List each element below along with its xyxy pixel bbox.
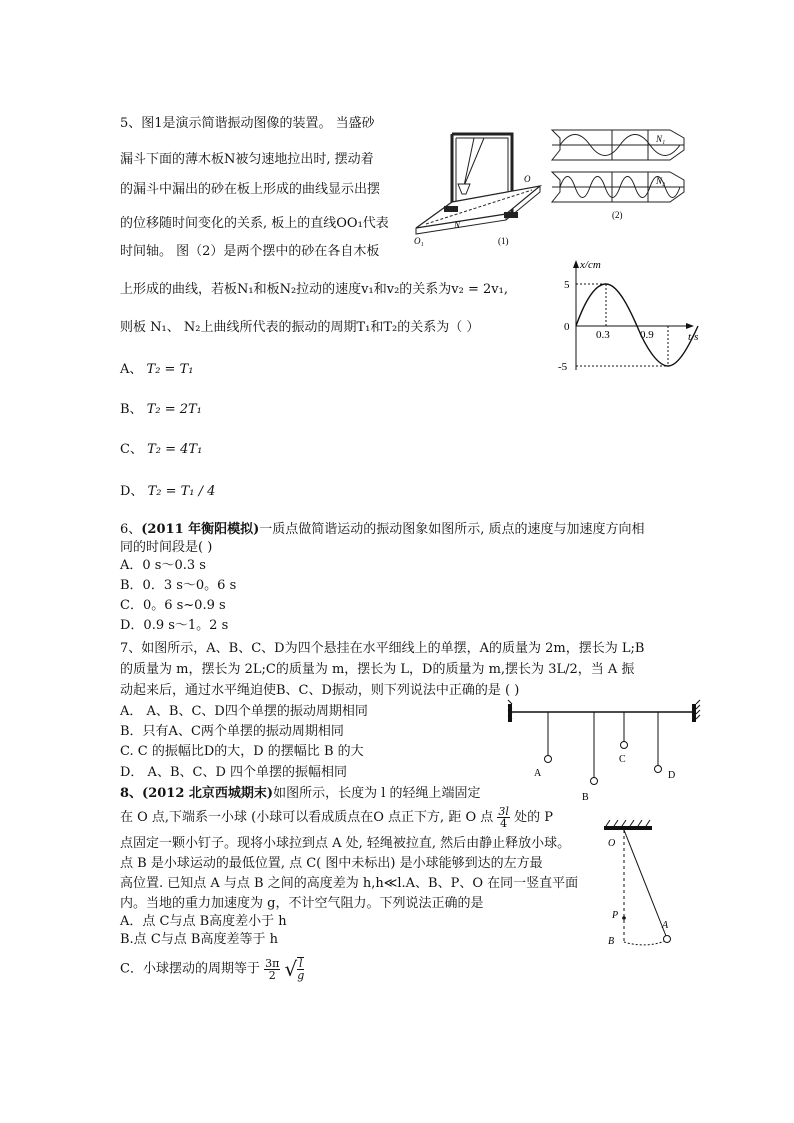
graph-ylabel: x/cm <box>580 259 601 271</box>
q7-line-1: 7、如图所示，A、B、C、D为四个悬挂在水平细线上的单摆，A的质量为 2m，摆长为 L;B <box>120 641 645 656</box>
q6-option-a: A．0 s～0.3 s <box>120 558 206 573</box>
q8-line-6: 内。当地的重力加速度为 g，不计空气阻力。下列说法正确的是 <box>120 896 484 911</box>
q8-option-c: C．小球摆动的周期等于 $\frac{3\pi}{2}$ √ $\frac{l}{g}$ <box>120 956 305 982</box>
graph-ytick-0: 0 <box>564 321 570 333</box>
fig2-label-n2: N₂ <box>656 176 666 186</box>
q8-line-1: 8、(2012 北京西城期末)如图所示，长度为 l 的轻绳上端固定 <box>120 786 481 801</box>
q5-figure-1-apparatus <box>412 124 544 248</box>
q6-option-d: D．0.9 s～1。2 s <box>120 618 229 633</box>
fig8-label-b: B <box>608 936 615 947</box>
fig8-label-o: O <box>608 838 616 849</box>
graph-ytick-minus5: -5 <box>558 361 568 373</box>
q8-line-4: 点 B 是小球运动的最低位置, 点 C( 图中未标出) 是小球能够到达的左方最 <box>120 856 543 871</box>
graph-ytick-5: 5 <box>564 279 570 291</box>
q8-line-2: 在 O 点,下端系一小球 (小球可以看成质点在O 点正下方, 距 O 点 $\frac{3l}{4}$ 处的 P <box>120 805 553 830</box>
q7-option-a: A． A、B、C、D四个单摆的振动周期相同 <box>120 704 368 719</box>
q7-line-3: 动起来后，通过水平绳迫使B、C、D振动，则下列说法中正确的是 ( ) <box>120 683 520 698</box>
q8-option-a: A．点 C与点 B高度差小于 h <box>120 914 287 929</box>
q5-line-3: 的漏斗中漏出的砂在板上形成的曲线显示出摆 <box>120 182 381 197</box>
q5-option-c: C、 T₂ = 4T₁ <box>120 442 203 457</box>
pendulum-label-d: D <box>668 770 676 781</box>
q8-fraction-3pi-over-2: $\frac{3\pi}{2}$ <box>265 956 280 982</box>
fig1-label-n: N <box>454 220 461 230</box>
q7-line-2: 的质量为 m，摆长为 2L;C的质量为 m，摆长为 L，D的质量为 m,摆长为 3L/2，当 A 振 <box>120 662 635 677</box>
q6-option-c: C．0。6 s~0.9 s <box>120 598 226 613</box>
q5-line-5: 时间轴。 图（2）是两个摆中的砂在各自木板 <box>120 244 380 259</box>
q5-line-4: 的位移随时间变化的关系, 板上的直线OO₁代表 <box>120 216 389 231</box>
q5-figure-2-boards <box>548 124 688 224</box>
graph-xlabel: t/s <box>688 331 699 343</box>
fig2-caption: (2) <box>612 210 623 220</box>
q5-line-6: 上形成的曲线，若板N₁和板N₂拉动的速度v₁和v₂的关系为v₂ = 2v₁, <box>120 282 508 297</box>
q7-pendulums-figure <box>508 700 708 806</box>
q7-option-b: B．只有A、C两个单摆的振动周期相同 <box>120 724 344 739</box>
q5-option-d: D、 T₂ = T₁ / 4 <box>120 484 216 499</box>
graph-xtick-0-3: 0.3 <box>596 329 610 341</box>
q7-option-d: D． A、B、C、D 四个单摆的振幅相同 <box>120 765 347 780</box>
q5-option-a: A、 T₂ = T₁ <box>120 362 194 377</box>
q6-line-1: 6、(2011 年衡阳模拟)一质点做简谐运动的振动图象如图所示, 质点的速度与加速度方向相 <box>120 522 645 537</box>
fig1-label-o1: O₁ <box>414 236 424 246</box>
pendulum-label-b: B <box>582 792 589 803</box>
q6-option-b: B．0．3 s～0。6 s <box>120 578 237 593</box>
fig2-label-n1: N₁ <box>656 134 666 144</box>
q5-line-1: 5、图1是演示简谐振动图像的装置。 当盛砂 <box>120 116 375 131</box>
q8-pendulum-peg-figure <box>596 818 696 948</box>
q5-line-7: 则板 N₁、 N₂上曲线所代表的振动的周期T₁和T₂的关系为（ ） <box>120 320 480 335</box>
q6-line-2: 同的时间段是( ) <box>120 540 213 555</box>
q8-fraction-3l-over-4: $\frac{3l}{4}$ <box>498 805 509 830</box>
q5-line-2: 漏斗下面的薄木板N被匀速地拉出时, 摆动着 <box>120 152 374 167</box>
fig8-label-a: A <box>662 920 669 931</box>
q8-option-b: B.点 C与点 B高度差等于 h <box>120 932 278 947</box>
pendulum-label-c: C <box>619 754 626 765</box>
q6-xt-graph <box>560 258 708 378</box>
q8-sqrt-l-over-g: $\frac{l}{g}$ <box>297 957 305 982</box>
fig1-caption: (1) <box>498 236 509 246</box>
q7-option-c: C. C 的振幅比D的大，D 的摆幅比 B 的大 <box>120 744 364 759</box>
q5-option-b: B、 T₂ = 2T₁ <box>120 402 202 417</box>
fig8-label-p: P <box>612 910 619 921</box>
fig1-label-o: O <box>524 174 531 184</box>
graph-xtick-0-9: 0.9 <box>640 329 654 341</box>
q8-line-3: 点固定一颗小钉子。现将小球拉到点 A 处, 轻绳被拉直, 然后由静止释放小球。 <box>120 836 571 851</box>
q8-line-5: 高位置. 已知点 A 与点 B 之间的高度差为 h,h≪l.A、B、P、O 在同一竖直平面 <box>120 876 579 891</box>
pendulum-label-a: A <box>534 768 542 779</box>
